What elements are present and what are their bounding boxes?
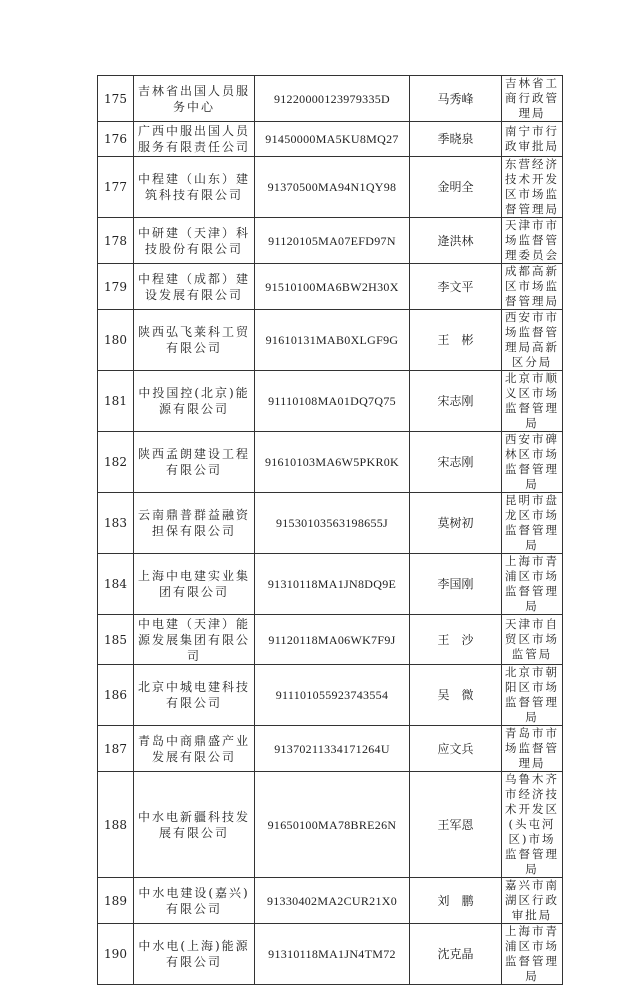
credit-code: 91330402MA2CUR21X0 [255,878,410,924]
table-row [98,772,563,878]
registration-authority: 上海市青浦区市场监督管理局 [502,554,563,615]
legal-representative: 马秀峰 [410,76,502,122]
credit-code: 91610103MA6W5PKR0K [255,432,410,493]
credit-code: 91310118MA1JN4TM72 [255,924,410,985]
credit-code: 91650100MA78BRE26N [255,772,410,878]
credit-code: 91120105MA07EFD97N [255,218,410,264]
legal-representative: 李文平 [410,264,502,310]
credit-code: 91110108MA01DQ7Q75 [255,371,410,432]
legal-representative: 王 沙 [410,615,502,665]
table-row [98,264,563,310]
company-name: 中水电建设(嘉兴)有限公司 [134,878,255,924]
registration-authority: 天津市自贸区市场监管局 [502,615,563,665]
registration-authority: 东营经济技术开发区市场监督管理局 [502,157,563,218]
registration-authority: 成都高新区市场监督管理局 [502,264,563,310]
row-number: 187 [98,726,134,772]
company-name: 陕西弘飞莱科工贸有限公司 [134,310,255,371]
row-number: 180 [98,310,134,371]
row-number: 177 [98,157,134,218]
credit-code: 91220000123979335D [255,76,410,122]
registration-authority: 天津市市场监督管理委员会 [502,218,563,264]
company-name: 陕西孟朗建设工程有限公司 [134,432,255,493]
company-name: 云南鼎普群益融资担保有限公司 [134,493,255,554]
table-row [98,665,563,726]
credit-code: 91510100MA6BW2H30X [255,264,410,310]
registration-authority: 北京市顺义区市场监督管理局 [502,371,563,432]
table-row [98,554,563,615]
credit-code: 91120118MA06WK7F9J [255,615,410,665]
legal-representative: 沈克晶 [410,924,502,985]
row-number: 185 [98,615,134,665]
legal-representative: 吴 微 [410,665,502,726]
table-row [98,122,563,157]
credit-code: 91370211334171264U [255,726,410,772]
company-name: 广西中服出国人员服务有限责任公司 [134,122,255,157]
table-row [98,310,563,371]
table-row [98,924,563,985]
row-number: 190 [98,924,134,985]
legal-representative: 王军恩 [410,772,502,878]
legal-representative: 刘 鹏 [410,878,502,924]
table-row [98,76,563,122]
row-number: 178 [98,218,134,264]
company-name: 中水电(上海)能源有限公司 [134,924,255,985]
company-name: 中水电新疆科技发展有限公司 [134,772,255,878]
legal-representative: 宋志刚 [410,432,502,493]
row-number: 175 [98,76,134,122]
table-row [98,726,563,772]
legal-representative: 逄洪林 [410,218,502,264]
row-number: 179 [98,264,134,310]
table-row [98,157,563,218]
registration-authority: 吉林省工商行政管理局 [502,76,563,122]
row-number: 186 [98,665,134,726]
registration-authority: 昆明市盘龙区市场监督管理局 [502,493,563,554]
credit-code: 911101055923743554 [255,665,410,726]
table-row [98,493,563,554]
legal-representative: 季晓泉 [410,122,502,157]
table-body [98,76,563,985]
table-row [98,218,563,264]
registration-authority: 西安市市场监督管理局高新区分局 [502,310,563,371]
registration-authority: 北京市朝阳区市场监督管理局 [502,665,563,726]
legal-representative: 李国刚 [410,554,502,615]
table-row [98,878,563,924]
company-name: 吉林省出国人员服务中心 [134,76,255,122]
credit-code: 91310118MA1JN8DQ9E [255,554,410,615]
company-name: 中电建（天津）能源发展集团有限公司 [134,615,255,665]
table-row [98,432,563,493]
credit-code: 91370500MA94N1QY98 [255,157,410,218]
row-number: 183 [98,493,134,554]
row-number: 189 [98,878,134,924]
company-name: 北京中城电建科技有限公司 [134,665,255,726]
company-name: 中程建（成都）建设发展有限公司 [134,264,255,310]
row-number: 182 [98,432,134,493]
row-number: 176 [98,122,134,157]
registration-authority: 上海市青浦区市场监督管理局 [502,924,563,985]
table-row [98,371,563,432]
legal-representative: 莫树初 [410,493,502,554]
legal-representative: 应文兵 [410,726,502,772]
row-number: 181 [98,371,134,432]
registration-authority: 乌鲁木齐市经济技术开发区(头屯河区)市场监督管理局 [502,772,563,878]
row-number: 184 [98,554,134,615]
company-name: 上海中电建实业集团有限公司 [134,554,255,615]
registration-authority: 嘉兴市南湖区行政审批局 [502,878,563,924]
legal-representative: 金明全 [410,157,502,218]
company-name: 中投国控(北京)能源有限公司 [134,371,255,432]
registration-authority: 青岛市市场监督管理局 [502,726,563,772]
company-name: 青岛中商鼎盛产业发展有限公司 [134,726,255,772]
credit-code: 91450000MA5KU8MQ27 [255,122,410,157]
company-name: 中研建（天津）科技股份有限公司 [134,218,255,264]
credit-code: 91530103563198655J [255,493,410,554]
legal-representative: 王 彬 [410,310,502,371]
legal-representative: 宋志刚 [410,371,502,432]
company-name: 中程建（山东）建筑科技有限公司 [134,157,255,218]
registration-authority: 西安市碑林区市场监督管理局 [502,432,563,493]
row-number: 188 [98,772,134,878]
registration-authority: 南宁市行政审批局 [502,122,563,157]
enterprise-table [97,75,563,985]
table-row [98,615,563,665]
credit-code: 91610131MAB0XLGF9G [255,310,410,371]
